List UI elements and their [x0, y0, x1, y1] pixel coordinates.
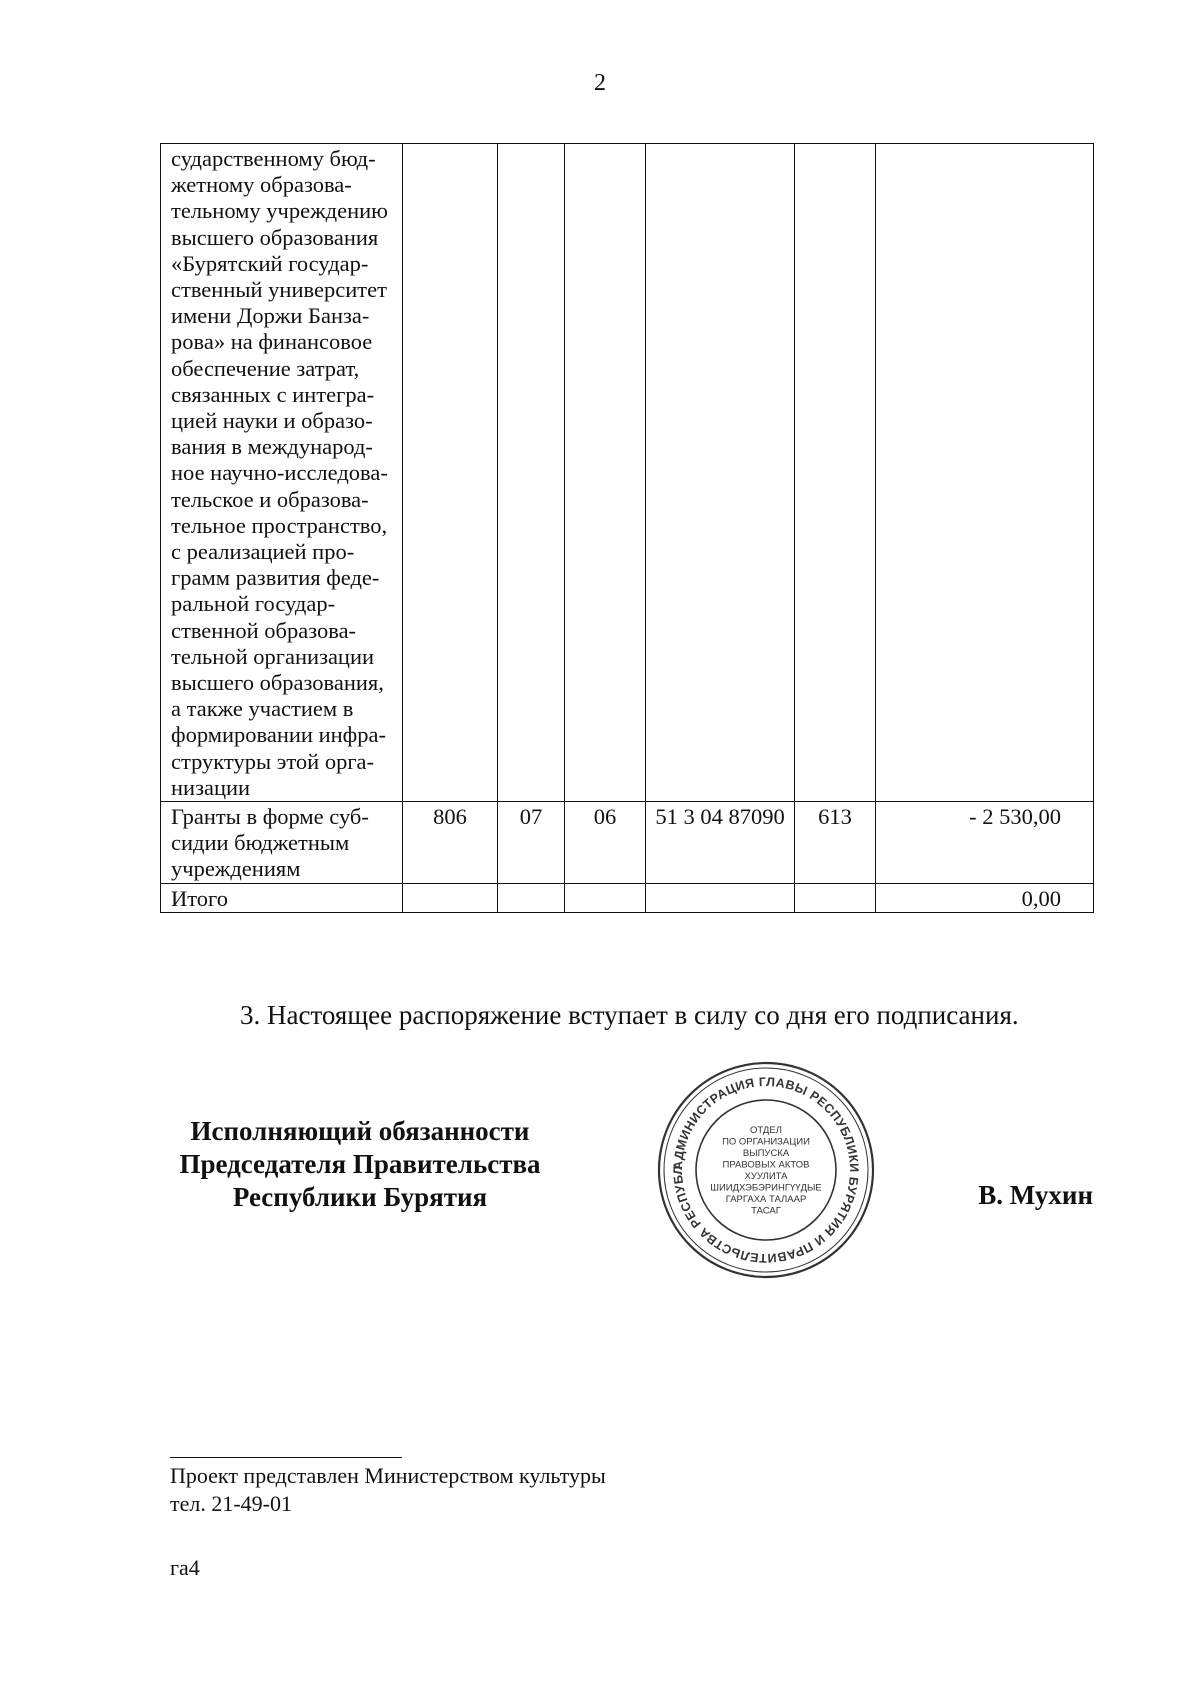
target-article-code [646, 144, 795, 802]
row-description: Итого [161, 883, 403, 912]
document-code: га4 [170, 1555, 200, 1580]
budget-table [160, 143, 1094, 913]
subsection-code [565, 144, 646, 802]
stamp-inner-line: ОТДЕЛ [750, 1124, 782, 1136]
stamp-inner-line: ПРАВОВЫХ АКТОВ [722, 1159, 810, 1171]
section-code [498, 883, 565, 912]
ministry-code [403, 883, 498, 912]
effective-date-clause: 3. Настоящее распоряжение вступает в силу со дня его подписания. [240, 1000, 1019, 1030]
section-code [498, 144, 565, 802]
amount: - 2 530,00 [876, 802, 1094, 884]
page-number: 2 [594, 70, 606, 96]
table-row [161, 883, 1094, 912]
table-row [161, 144, 1094, 802]
target-article-code: 51 3 04 87090 [646, 802, 795, 884]
stamp-inner-line: ХУУЛИТА [744, 1170, 788, 1182]
amount [876, 144, 1094, 802]
subsection-code: 06 [565, 802, 646, 884]
section-code: 07 [498, 802, 565, 884]
signer-title: Исполняющий обязанности Председателя Правительства Республики Бурятия [179, 1116, 541, 1212]
stamp-inner-line: ПО ОРГАНИЗАЦИИ [722, 1136, 810, 1148]
row-description: сударственному бюд- жетному образова- тельному учреждению высшего образования «Бурятский государ- ственный университет имени Доржи Банза- рова» на финансовое обеспечение затрат, связанных с интегра- цией науки и образо- вания в международ- ное научно-исследова- тельское и образова- тельное пространство, с реализацией про- грамм развития феде- ральной государ- ственной образова- тельной организации высшего образования, а также участием в формировании инфра- структуры этой орга- низации [161, 144, 403, 802]
target-article-code [646, 883, 795, 912]
official-stamp [654, 1058, 878, 1282]
amount: 0,00 [876, 883, 1094, 912]
row-description: Гранты в форме суб- сидии бюджетным учреждениям [161, 802, 403, 884]
ministry-code [403, 144, 498, 802]
stamp-inner-line: ГАРГАХА ТАЛААР [725, 1193, 807, 1205]
expense-type-code [795, 883, 876, 912]
subsection-code [565, 883, 646, 912]
ministry-code: 806 [403, 802, 498, 884]
stamp-outer-text: АДМИНИСТРАЦИЯ ГЛАВЫ РЕСПУБЛИКИ БУРЯТИЯ И ПРАВИТЕЛЬСТВА РЕСПУБЛ [670, 1074, 862, 1266]
stamp-inner-line: ТАСАГ [751, 1205, 781, 1217]
table-row [161, 802, 1094, 884]
footnote-divider [170, 1457, 402, 1458]
project-note: Проект представлен Министерством культуры тел. 21-49-01 [170, 1463, 606, 1516]
stamp-inner-line: ШИИДХЭБЭРИНГҮҮДЫЕ [710, 1182, 822, 1194]
expense-type-code: 613 [795, 802, 876, 884]
stamp-inner-line: ВЫПУСКА [742, 1147, 790, 1159]
expense-type-code [795, 144, 876, 802]
signer-name: В. Мухин [978, 1180, 1093, 1210]
stamp-seal-icon [654, 1058, 878, 1282]
